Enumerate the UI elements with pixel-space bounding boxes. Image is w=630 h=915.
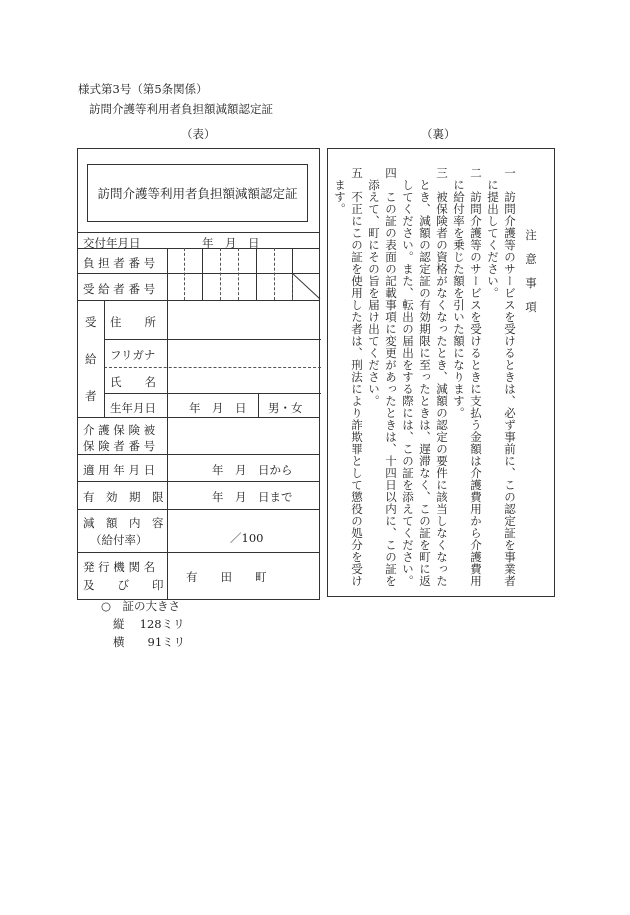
note-column-5: 三 被保険者の資格がなくなったとき、減額の認定の要件に該当しなくなった: [435, 167, 449, 587]
address-label: 住 所: [110, 315, 156, 329]
issue-date-value: 年 月 日: [202, 236, 260, 250]
birthdate-value: 年 月 日: [189, 401, 247, 415]
note-column-4: に給付率を乗じた額を引いた額になります。: [452, 167, 466, 419]
certificate-front: [77, 148, 320, 600]
name-label: 氏 名: [110, 375, 156, 389]
back-side-label: （裏）: [421, 127, 456, 141]
front-side-label: （表）: [181, 127, 216, 141]
recipient-group-char-3: 者: [85, 389, 97, 403]
issue-date-label: 交付年月日: [83, 236, 141, 250]
note-column-2: に提出してください。: [486, 167, 500, 299]
applicable-date-value: 年 月 日から: [212, 463, 293, 477]
note-column-8: 四 この証の表面の記載事項に変更があったときは、十四日以内に、この証を: [384, 167, 398, 587]
payer-number-label: 負 担 者 番 号: [83, 256, 156, 270]
diagonal-slash: [292, 273, 321, 300]
note-column-3: 二 訪問介護等のサービスを受けるときに支払う金額は介護費用から介護費用: [469, 167, 483, 587]
applicable-date-label: 適 用 年 月 日: [83, 463, 156, 477]
certificate-title: 訪問介護等利用者負担額減額認定証: [87, 164, 308, 222]
issuer-label-1: 発 行 機 関 名: [83, 560, 156, 574]
size-heading: ○ 証の大きさ: [101, 599, 181, 613]
valid-period-label: 有 効 期 限: [83, 490, 164, 504]
note-column-6: とき、減額の認定証の有効期限に至ったときは、遅滞なく、この証を町に返: [418, 167, 432, 587]
recipient-group-char-1: 受: [85, 315, 97, 329]
form-title: 訪問介護等利用者負担額減額認定証: [89, 102, 273, 116]
recipient-group-char-2: 給: [85, 352, 97, 366]
note-column-10: 五 不正にこの証を使用した者は、刑法により詐欺罪として懲役の処分を受け: [350, 167, 364, 587]
height-text: 縦 128ミリ: [113, 617, 185, 631]
reduction-label-1: 減 額 内 容: [83, 516, 164, 530]
note-column-7: してください。また、転出の届出をする際には、この証を添えてください。: [401, 167, 415, 587]
issuer-value: 有 田 町: [186, 570, 267, 584]
sex-value: 男・女: [268, 401, 303, 415]
issuer-label-2: 及 び 印: [83, 578, 164, 592]
insured-number-label-1: 介 護 保 険 被: [83, 423, 156, 437]
note-column-1: 一 訪問介護等のサービスを受けるときは、必ず事前に、この認定証を事業者: [503, 167, 517, 587]
recipient-number-label: 受 給 者 番 号: [83, 282, 156, 296]
width-text: 横 91ミリ: [113, 635, 186, 649]
notes-title: 注 意 事 項: [524, 229, 538, 313]
reduction-label-2: （給付率）: [90, 533, 148, 547]
reduction-value: ／100: [230, 531, 264, 545]
insured-number-label-2: 保 険 者 番 号: [83, 439, 156, 453]
note-column-9: 添えて、町にその旨を届け出てください。: [367, 167, 381, 407]
furigana-label: フリガナ: [110, 348, 156, 362]
certificate-back: [327, 148, 555, 597]
note-column-11: ます。: [333, 167, 347, 215]
birthdate-label: 生年月日: [110, 401, 156, 415]
valid-period-value: 年 月 日まで: [212, 490, 293, 504]
form-number: 様式第3号（第5条関係）: [78, 82, 208, 96]
